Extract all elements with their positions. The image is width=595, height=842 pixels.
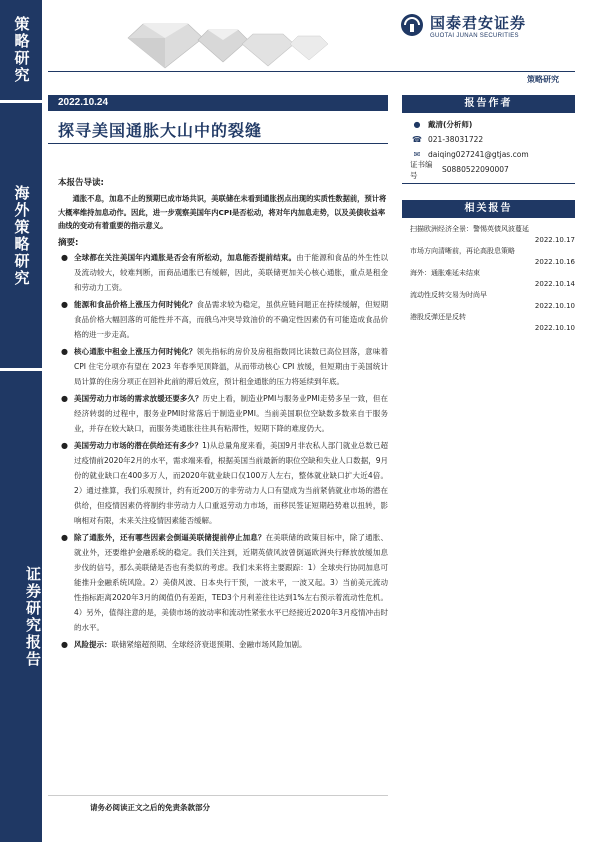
author-phone: 021-38031722 <box>428 135 484 144</box>
summary-bullet <box>58 250 388 295</box>
related-report-title: 港股反弹还是反转 <box>410 313 466 321</box>
related-report-title: 流动性反转交易为时尚早 <box>410 291 487 299</box>
title-rule <box>48 143 388 144</box>
logo-text <box>430 12 526 39</box>
author-cert-row <box>410 159 575 180</box>
header-category-tag: 策略研究 <box>527 75 559 84</box>
bullet-body: 食品需求较为稳定，虽供应链问题正在持续缓解，但短期食品价格大幅回落的可能性并不高，而俄乌冲突导致油价的不确定性因素仍有可能造成食品价格的进一步走高。 <box>74 299 389 339</box>
guide-body: 通胀不息，加息不止的预期已成市场共识，美联储在未看到通胀拐点出现的实质性数据前，预计将大概率维持加息动作。因此，进一步观察美国年内CPI是否松动，将对年内加息走势，以及美债收益率曲线的变动有着重要的指示意义。 <box>58 194 387 230</box>
email-icon: ✉ <box>413 150 421 159</box>
bullet-body: 在美联储的政策目标中，除了通胀、就业外，还要维护金融系统的稳定。我们关注到，近期英债风波曾倒逼欧洲央行释放放缓加息步伐的信号，那么美联储是否也有类似的考虑。我们未来将主要跟踪：1）全球央行协同加息可能推升金融系统风险。2）美债风波、日本央行干预，一波未平，一波又起。3）当前美元流动性指标距离2020年3月的阈值仍有差距，TED3个月利差往往达到1%左右预示着流动性危机。4）另外，值得注意的是，美债市场的波动率和流动性紧张水平已经接近2020年3月疫情冲击时的水平。 <box>74 532 388 632</box>
related-report-item[interactable] <box>410 268 575 290</box>
bullet-icon: ● <box>61 440 68 450</box>
sidebar-block-overseas <box>0 103 42 368</box>
sidebar-label: 证券研究报告 <box>24 565 42 668</box>
related-report-date: 2022.10.17 <box>534 236 575 244</box>
header-diamond-banner <box>48 16 388 72</box>
summary-bullet <box>58 438 388 528</box>
related-report-item[interactable] <box>410 224 575 246</box>
bullet-lead: 美国劳动力市场的潜在供给还有多少？ <box>74 440 203 450</box>
cert-number: S0880522090007 <box>442 165 509 174</box>
footer-rule <box>48 795 388 796</box>
bullet-icon: ● <box>61 299 68 309</box>
summary-bullet <box>58 344 388 389</box>
summary-bullet <box>58 530 388 635</box>
related-report-item[interactable] <box>410 312 575 334</box>
report-date: 2022.10.24 <box>58 97 109 108</box>
related-report-item[interactable] <box>410 290 575 312</box>
author-email[interactable]: daiqing027241@gtjas.com <box>428 150 529 159</box>
summary-bullet <box>58 391 388 436</box>
summary-bullet <box>58 297 388 342</box>
related-reports-list <box>402 218 575 334</box>
related-report-date: 2022.10.16 <box>534 258 575 266</box>
sidebar-label: 策略研究 <box>12 16 31 84</box>
bullet-body: 领先指标的房价及房租指数同比读数已高位回落，意味着 CPI 住宅分项亦有望在 2023 年春季见顶降温，从而带动核心 CPI 放缓，但短期由于美国统计局计算的住房分项正在回补此前的滞后效应，预计租金通胀的压力将延续到年底。 <box>74 346 389 386</box>
bullet-lead: 核心通胀中租金上涨压力何时钝化？ <box>74 346 197 356</box>
author-name: 戴清(分析师) <box>428 120 473 129</box>
summary-title: 摘要: <box>58 237 79 248</box>
author-info <box>402 113 575 180</box>
person-icon: ● <box>413 120 421 129</box>
report-date-bar <box>48 95 388 111</box>
sidebar-block-report <box>0 371 42 842</box>
bullet-icon: ● <box>61 393 68 403</box>
bullet-lead: 全球都在关注美国年内通胀是否会有所松动，加息能否提前结束。 <box>74 252 297 262</box>
logo-text-cn: 国泰君安证券 <box>430 13 527 32</box>
summary-bullets <box>58 250 388 652</box>
bullet-lead: 风险提示： <box>74 639 112 649</box>
author-name-row <box>410 117 575 132</box>
authors-rule <box>402 183 575 184</box>
cert-label: 证书编号 <box>410 159 433 180</box>
bullet-body: 历史上看，制造业PMI与服务业PMI走势多呈一致，但在经济转弱的过程中，服务业PMI时常落后于制造业PMI。当前美国职位空缺数多数来自于服务业，并存在较大缺口，而服务类通胀往往具有粘滞性，短期下降的难度仍大。 <box>74 393 388 433</box>
bullet-lead: 能源和食品价格上涨压力何时钝化？ <box>74 299 197 309</box>
header-rule <box>48 71 575 72</box>
authors-heading: 报告作者 <box>402 95 575 113</box>
bullet-lead: 除了通胀外，还有哪些因素会倒逼美联储提前停止加息？ <box>74 532 266 542</box>
bullet-icon: ● <box>61 532 68 542</box>
sidebar <box>0 0 42 842</box>
summary-bullet <box>58 637 388 652</box>
related-reports-heading: 相关报告 <box>402 200 575 218</box>
related-report-date: 2022.10.10 <box>534 324 575 332</box>
bullet-body: 1)从总量角度来看，美国9月非农私人部门就业总数已超过疫情前2020年2月的水平，需求端来看，根据美国当前最新的职位空缺和失业人口数据，9月份的就业缺口在400多万人，而2020年就业缺口仅100万人左右，整体就业缺口扩大近4倍。2）通过推算，我们乐观预计，约有近200万的非劳动力人口有望成为当前紧俏就业市场的潜在供给，但疫情因素仍将制约非劳动力人口重返劳动力市场，而移民签证短期趋势难以扭转，影响相对有限，未来关注疫情因素能否缓解。 <box>74 440 389 525</box>
report-body <box>58 176 388 654</box>
related-report-title: 市场方向清晰前，再论高股息策略 <box>410 247 515 255</box>
logo-text-en: GUOTAI JUNAN SECURITIES <box>430 32 519 39</box>
report-title: 探寻美国通胀大山中的裂缝 <box>58 121 263 140</box>
bullet-lead: 美国劳动力市场的需求放缓还要多久？ <box>74 393 203 403</box>
guide-title: 本报告导读: <box>58 178 104 188</box>
sidebar-block-strategy <box>0 0 42 100</box>
footer-disclaimer: 请务必阅读正文之后的免责条款部分 <box>90 803 210 812</box>
related-report-date: 2022.10.14 <box>534 280 575 288</box>
right-column <box>402 95 575 334</box>
bullet-icon: ● <box>61 346 68 356</box>
company-logo <box>400 10 572 40</box>
related-report-title: 海外：通胀难延未结束 <box>410 269 480 277</box>
related-report-date: 2022.10.10 <box>534 302 575 310</box>
logo-mark-icon <box>400 13 424 37</box>
related-report-title: 扫描欧洲经济全景：警惕英债风波蔓延 <box>410 225 529 233</box>
bullet-body: 由于能源和食品的外生性以及流动较大，较难判断，而商品通胀已有缓解，因此，美联储更加关心核心通胀，重点是租金和劳动力工资。 <box>74 252 389 292</box>
author-phone-row <box>410 132 575 147</box>
phone-icon: ☎ <box>412 135 422 144</box>
bullet-icon: ● <box>61 639 68 649</box>
related-report-item[interactable] <box>410 246 575 268</box>
bullet-body: 联储紧缩超预期、全球经济衰退预期、金融市场风险加剧。 <box>111 639 307 649</box>
bullet-icon: ● <box>61 252 68 262</box>
sidebar-label: 海外策略研究 <box>12 184 31 287</box>
